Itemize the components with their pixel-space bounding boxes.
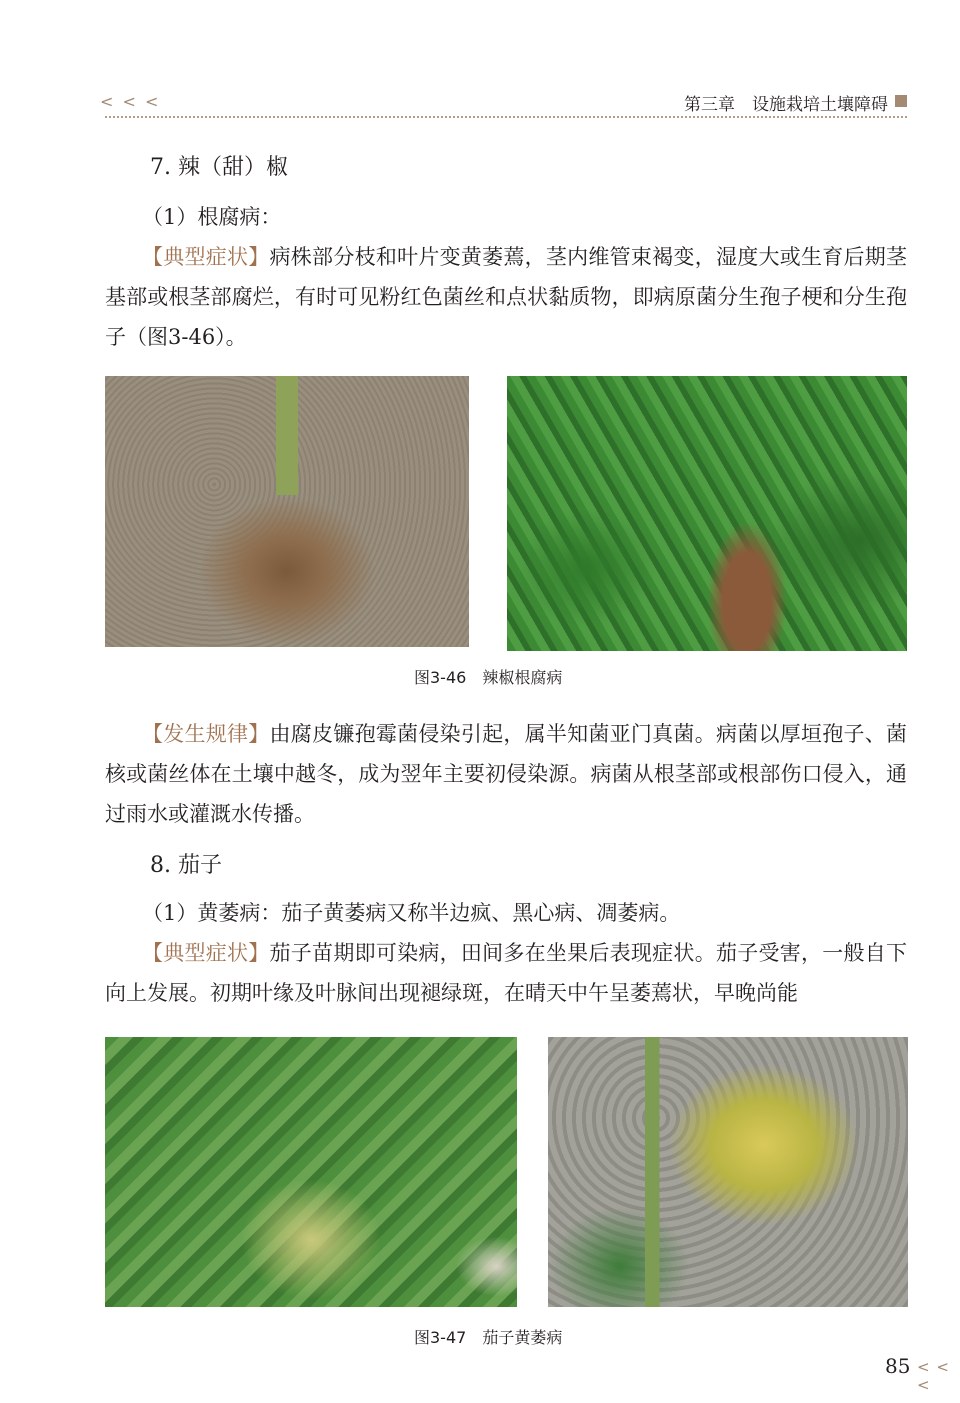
symptoms-tag: 【典型症状】 — [142, 941, 270, 965]
section-7-subheading: （1）根腐病： — [142, 205, 282, 229]
section-7-symptoms-paragraph — [105, 237, 907, 357]
footer-nav-chevrons: < < < — [917, 1358, 950, 1394]
symptoms-text: 病株部分枝和叶片变黄萎蔫，茎内维管束褐变，湿度大或生育后期茎基部或根茎部腐烂，有时可见粉红色菌丝和点状黏质物，即病原菌分生孢子梗和分生孢子（图3-46）。 — [105, 245, 908, 349]
photo-pepper-root-rot-roots — [105, 376, 469, 647]
photo-pepper-root-rot-field — [507, 376, 907, 651]
header-nav-chevrons: < < < — [100, 92, 161, 111]
header-divider — [105, 116, 907, 118]
section-8-symptoms-paragraph — [105, 933, 907, 1013]
section-8-subheading: （1）黄萎病：茄子黄萎病又称半边疯、黑心病、凋萎病。 — [142, 901, 681, 925]
header-square-icon — [895, 95, 907, 107]
section-7-heading: 7. 辣（甜）椒 — [150, 155, 288, 180]
section-8-heading: 8. 茄子 — [150, 853, 222, 878]
pattern-text: 由腐皮镰孢霉菌侵染引起，属半知菌亚门真菌。病菌以厚垣孢子、菌核或菌丝体在土壤中越冬，成为翌年主要初侵染源。病菌从根茎部或根部伤口侵入，通过雨水或灌溉水传播。 — [105, 722, 908, 826]
chapter-title: 第三章 设施栽培土壤障碍 — [684, 95, 888, 115]
symptoms-tag: 【典型症状】 — [142, 245, 270, 269]
figure-3-46-caption: 图3-46 辣椒根腐病 — [414, 668, 563, 687]
photo-eggplant-wilt-plant — [105, 1037, 517, 1307]
symptoms-text: 茄子苗期即可染病，田间多在坐果后表现症状。茄子受害，一般自下向上发展。初期叶缘及叶脉间出现褪绿斑，在晴天中午呈萎蔫状，早晚尚能 — [105, 941, 908, 1005]
photo-eggplant-wilt-leaf — [548, 1037, 908, 1307]
section-7-pattern-paragraph — [105, 714, 907, 834]
page-number: 85 — [885, 1354, 911, 1378]
figure-3-47-caption: 图3-47 茄子黄萎病 — [414, 1328, 563, 1347]
pattern-tag: 【发生规律】 — [142, 722, 270, 746]
